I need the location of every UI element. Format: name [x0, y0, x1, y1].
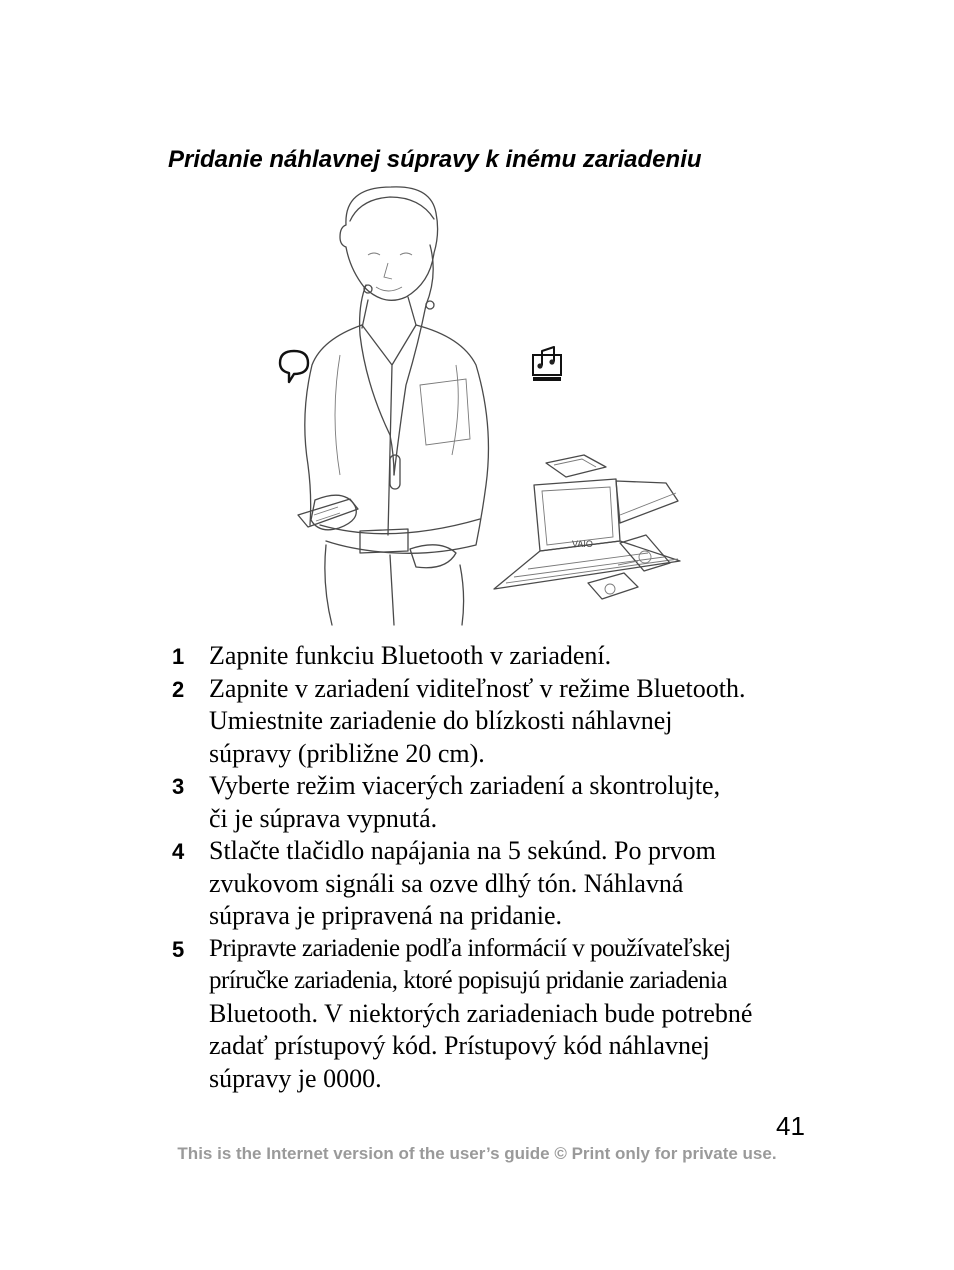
step-text-line: Stlačte tlačidlo napájania na 5 sekúnd. Po prvom [209, 836, 716, 865]
headset-illustration [270, 185, 690, 630]
step-text-line: Vyberte režim viacerých zariadení a skontrolujte, [209, 771, 721, 800]
laptop [494, 479, 680, 589]
page-number: 41 [776, 1111, 805, 1141]
step-number: 4 [172, 839, 185, 864]
music-player-device [588, 561, 638, 599]
step-text-line: príručke zariadenia, ktoré popisujú pridanie zariadenia [209, 967, 728, 994]
closed-laptop [616, 481, 678, 523]
music-video-icon [533, 347, 561, 381]
laptop-logo: VAIO [572, 539, 593, 549]
step-item [172, 673, 822, 771]
step-number: 2 [172, 676, 185, 702]
speech-bubble-icon [280, 351, 308, 382]
step-item [172, 640, 822, 673]
step-number: 1 [172, 644, 185, 669]
step-text-line: súpravy (približne 20 cm). [209, 738, 485, 768]
pda-device [546, 455, 606, 477]
person-torso [305, 325, 489, 553]
step-text-line: zvukovom signáli sa ozve dlhý tón. Náhlavná [209, 868, 684, 898]
footer-notice: This is the Internet version of the user’s guide © Print only for private use. [177, 1144, 777, 1163]
person-head [340, 187, 438, 328]
step-text-line: súprava je pripravená na pridanie. [209, 901, 563, 930]
instruction-list [172, 640, 822, 1095]
step-number: 3 [172, 774, 185, 799]
step-item [172, 770, 822, 835]
step-text-line: súpravy je 0000. [209, 1063, 382, 1093]
step-text-line: Bluetooth. V niektorých zariadeniach bude potrebné [209, 998, 753, 1028]
step-text-line: zadať prístupový kód. Prístupový kód náhlavnej [209, 1031, 710, 1060]
section-title: Pridanie náhlavnej súpravy k inému zariadeniu [168, 146, 702, 173]
step-text-line: či je súprava vypnutá. [209, 803, 438, 833]
step-item [172, 835, 822, 933]
step-text-line: Umiestnite zariadenie do blízkosti náhlavnej [209, 706, 673, 735]
step-text-line: Zapnite v zariadení viditeľnosť v režime Bluetooth. [209, 673, 746, 703]
step-number: 5 [172, 936, 185, 962]
step-text-line: Zapnite funkciu Bluetooth v zariadení. [209, 641, 612, 670]
step-item [172, 933, 822, 1096]
step-text-line: Pripravte zariadenie podľa informácií v používateľskej [209, 934, 731, 962]
